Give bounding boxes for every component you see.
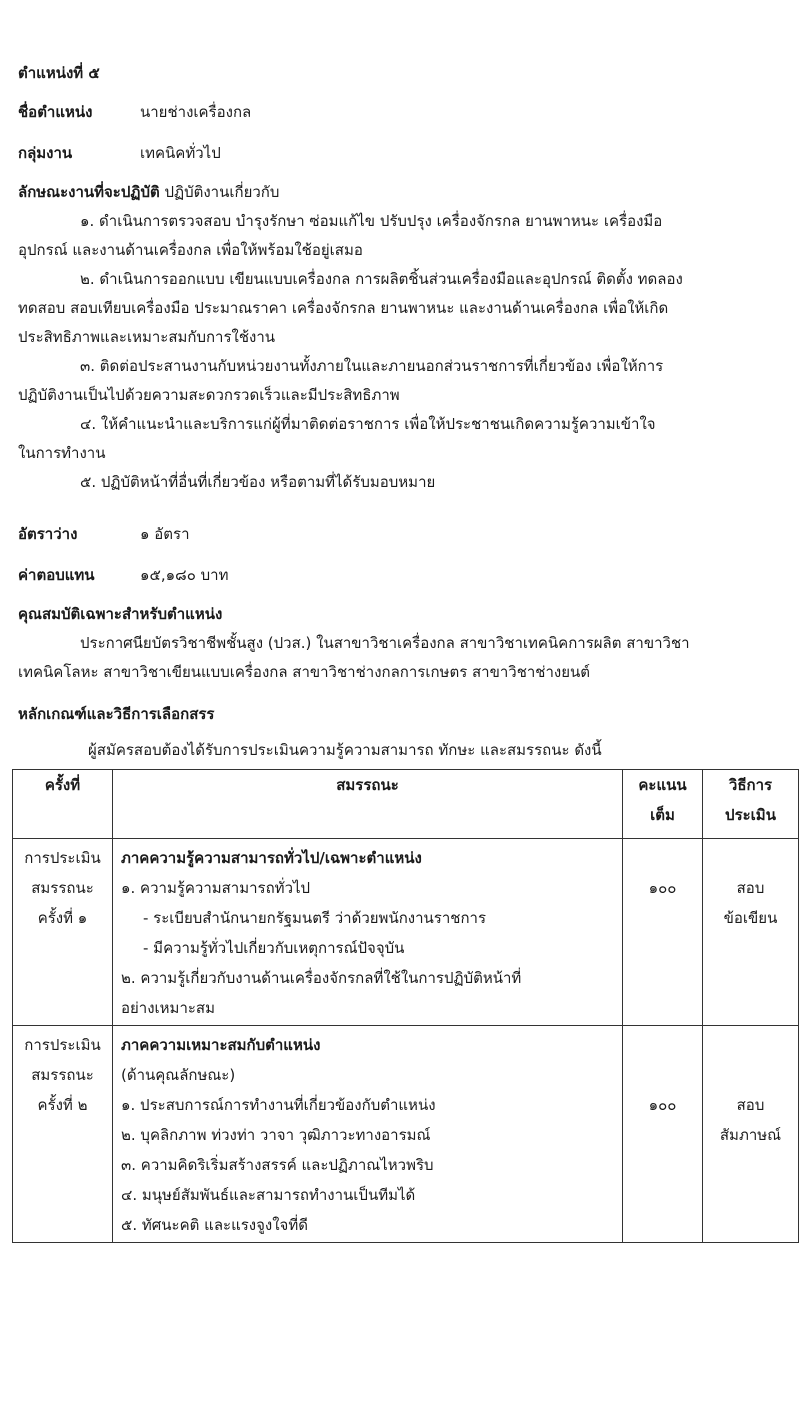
duty-line: ปฏิบัติงานเป็นไปด้วยความสะดวกรวดเร็วและมีประสิทธิภาพ xyxy=(18,386,400,404)
table-row xyxy=(13,1026,799,1243)
competency-title: ภาคความเหมาะสมกับตำแหน่ง xyxy=(121,1036,321,1054)
competency-item: ๒. บุคลิกภาพ ท่วงท่า วาจา วุฒิภาวะทางอารมณ์ xyxy=(121,1126,431,1144)
score-cell: ๑๐๐ xyxy=(623,1026,703,1243)
competency-item: ๒. ความรู้เกี่ยวกับงานด้านเครื่องจักรกลที่ใช้ในการปฏิบัติหน้าที่ xyxy=(121,969,522,987)
salary-label: ค่าตอบแทน xyxy=(18,566,95,584)
duty-line: ในการทำงาน xyxy=(18,444,106,462)
duties-heading: ลักษณะงานที่จะปฏิบัติ xyxy=(18,183,160,201)
duty-line: ทดสอบ สอบเทียบเครื่องมือ ประมาณราคา เครื่องจักรกล ยานพาหนะ และงานด้านเครื่องกล เพื่อให้เกิด xyxy=(18,299,669,317)
salary-value: ๑๕,๑๘๐ บาท xyxy=(140,566,229,584)
competency-item: อย่างเหมาะสม xyxy=(121,999,215,1017)
duty-line: ๔. ให้คำแนะนำและบริการแก่ผู้ที่มาติดต่อราชการ เพื่อให้ประชาชนเกิดความรู้ความเข้าใจ xyxy=(80,415,656,433)
duty-line: อุปกรณ์ และงานด้านเครื่องกล เพื่อให้พร้อมใช้อยู่เสมอ xyxy=(18,241,363,259)
position-number: ตำแหน่งที่ ๕ xyxy=(18,64,100,82)
method-cell: สอบ สัมภาษณ์ xyxy=(703,1026,799,1243)
duty-line: ๑. ดำเนินการตรวจสอบ บำรุงรักษา ซ่อมแก้ไข ปรับปรุง เครื่องจักรกล ยานพาหนะ เครื่องมือ xyxy=(80,212,663,230)
vacancy-value: ๑ อัตรา xyxy=(140,525,190,543)
position-name-row xyxy=(18,103,251,122)
score-cell: ๑๐๐ xyxy=(623,839,703,1026)
duty-line: ประสิทธิภาพและเหมาะสมกับการใช้งาน xyxy=(18,328,276,346)
round-cell: การประเมิน สมรรถนะ ครั้งที่ ๑ xyxy=(13,839,113,1026)
duties-heading-tail: ปฏิบัติงานเกี่ยวกับ xyxy=(159,183,280,201)
competency-item: ๑. ความรู้ความสามารถทั่วไป xyxy=(121,879,311,897)
competency-item: ๑. ประสบการณ์การทำงานที่เกี่ยวข้องกับตำแหน่ง xyxy=(121,1096,436,1114)
salary-row xyxy=(18,566,229,585)
duties-heading-row xyxy=(18,183,279,202)
competency-item: ๓. ความคิดริเริ่มสร้างสรรค์ และปฏิภาณไหวพริบ xyxy=(121,1156,434,1174)
method-cell: สอบ ข้อเขียน xyxy=(703,839,799,1026)
competency-cell xyxy=(113,1026,623,1243)
round-cell: การประเมิน สมรรถนะ ครั้งที่ ๒ xyxy=(13,1026,113,1243)
position-name-label: ชื่อตำแหน่ง xyxy=(18,103,93,121)
work-group-label: กลุ่มงาน xyxy=(18,144,73,162)
selection-intro: ผู้สมัครสอบต้องได้รับการประเมินความรู้ความสามารถ ทักษะ และสมรรถนะ ดังนี้ xyxy=(88,741,602,759)
assessment-table xyxy=(12,769,799,1243)
work-group-value: เทคนิคทั่วไป xyxy=(140,144,221,162)
vacancy-row xyxy=(18,525,190,544)
qualification-line: ประกาศนียบัตรวิชาชีพชั้นสูง (ปวส.) ในสาขาวิชาเครื่องกล สาขาวิชาเทคนิคการผลิต สาขาวิชา xyxy=(80,634,690,652)
header-round: ครั้งที่ xyxy=(13,770,113,839)
competency-item: ๕. ทัศนะคติ และแรงจูงใจที่ดี xyxy=(121,1216,308,1234)
header-competency: สมรรถนะ xyxy=(113,770,623,839)
competency-item: - ระเบียบสำนักนายกรัฐมนตรี ว่าด้วยพนักงานราชการ xyxy=(143,909,487,927)
vacancy-label: อัตราว่าง xyxy=(18,525,78,543)
duty-line: ๕. ปฏิบัติหน้าที่อื่นที่เกี่ยวข้อง หรือตามที่ได้รับมอบหมาย xyxy=(80,473,436,491)
duties-list xyxy=(18,212,788,502)
header-method: วิธีการ ประเมิน xyxy=(703,770,799,839)
competency-item: (ด้านคุณลักษณะ) xyxy=(121,1066,236,1084)
header-score: คะแนน เต็ม xyxy=(623,770,703,839)
qualification-heading: คุณสมบัติเฉพาะสำหรับตำแหน่ง xyxy=(18,605,223,623)
table-row xyxy=(13,839,799,1026)
competency-title: ภาคความรู้ความสามารถทั่วไป/เฉพาะตำแหน่ง xyxy=(121,849,422,867)
selection-heading: หลักเกณฑ์และวิธีการเลือกสรร xyxy=(18,705,215,723)
duty-line: ๓. ติดต่อประสานงานกับหน่วยงานทั้งภายในและภายนอกส่วนราชการที่เกี่ยวข้อง เพื่อให้การ xyxy=(80,357,664,375)
position-name-value: นายช่างเครื่องกล xyxy=(140,103,252,121)
competency-item: ๔. มนุษย์สัมพันธ์และสามารถทำงานเป็นทีมได้ xyxy=(121,1186,416,1204)
qualification-line: เทคนิคโลหะ สาขาวิชาเขียนแบบเครื่องกล สาขาวิชาช่างกลการเกษตร สาขาวิชาช่างยนต์ xyxy=(18,663,591,681)
table-header-row xyxy=(13,770,799,839)
qualification-text xyxy=(18,634,788,692)
work-group-row xyxy=(18,144,221,163)
competency-cell xyxy=(113,839,623,1026)
competency-item: - มีความรู้ทั่วไปเกี่ยวกับเหตุการณ์ปัจจุบัน xyxy=(143,939,405,957)
duty-line: ๒. ดำเนินการออกแบบ เขียนแบบเครื่องกล การผลิตชิ้นส่วนเครื่องมือและอุปกรณ์ ติดตั้ง ทดลอง xyxy=(80,270,683,288)
